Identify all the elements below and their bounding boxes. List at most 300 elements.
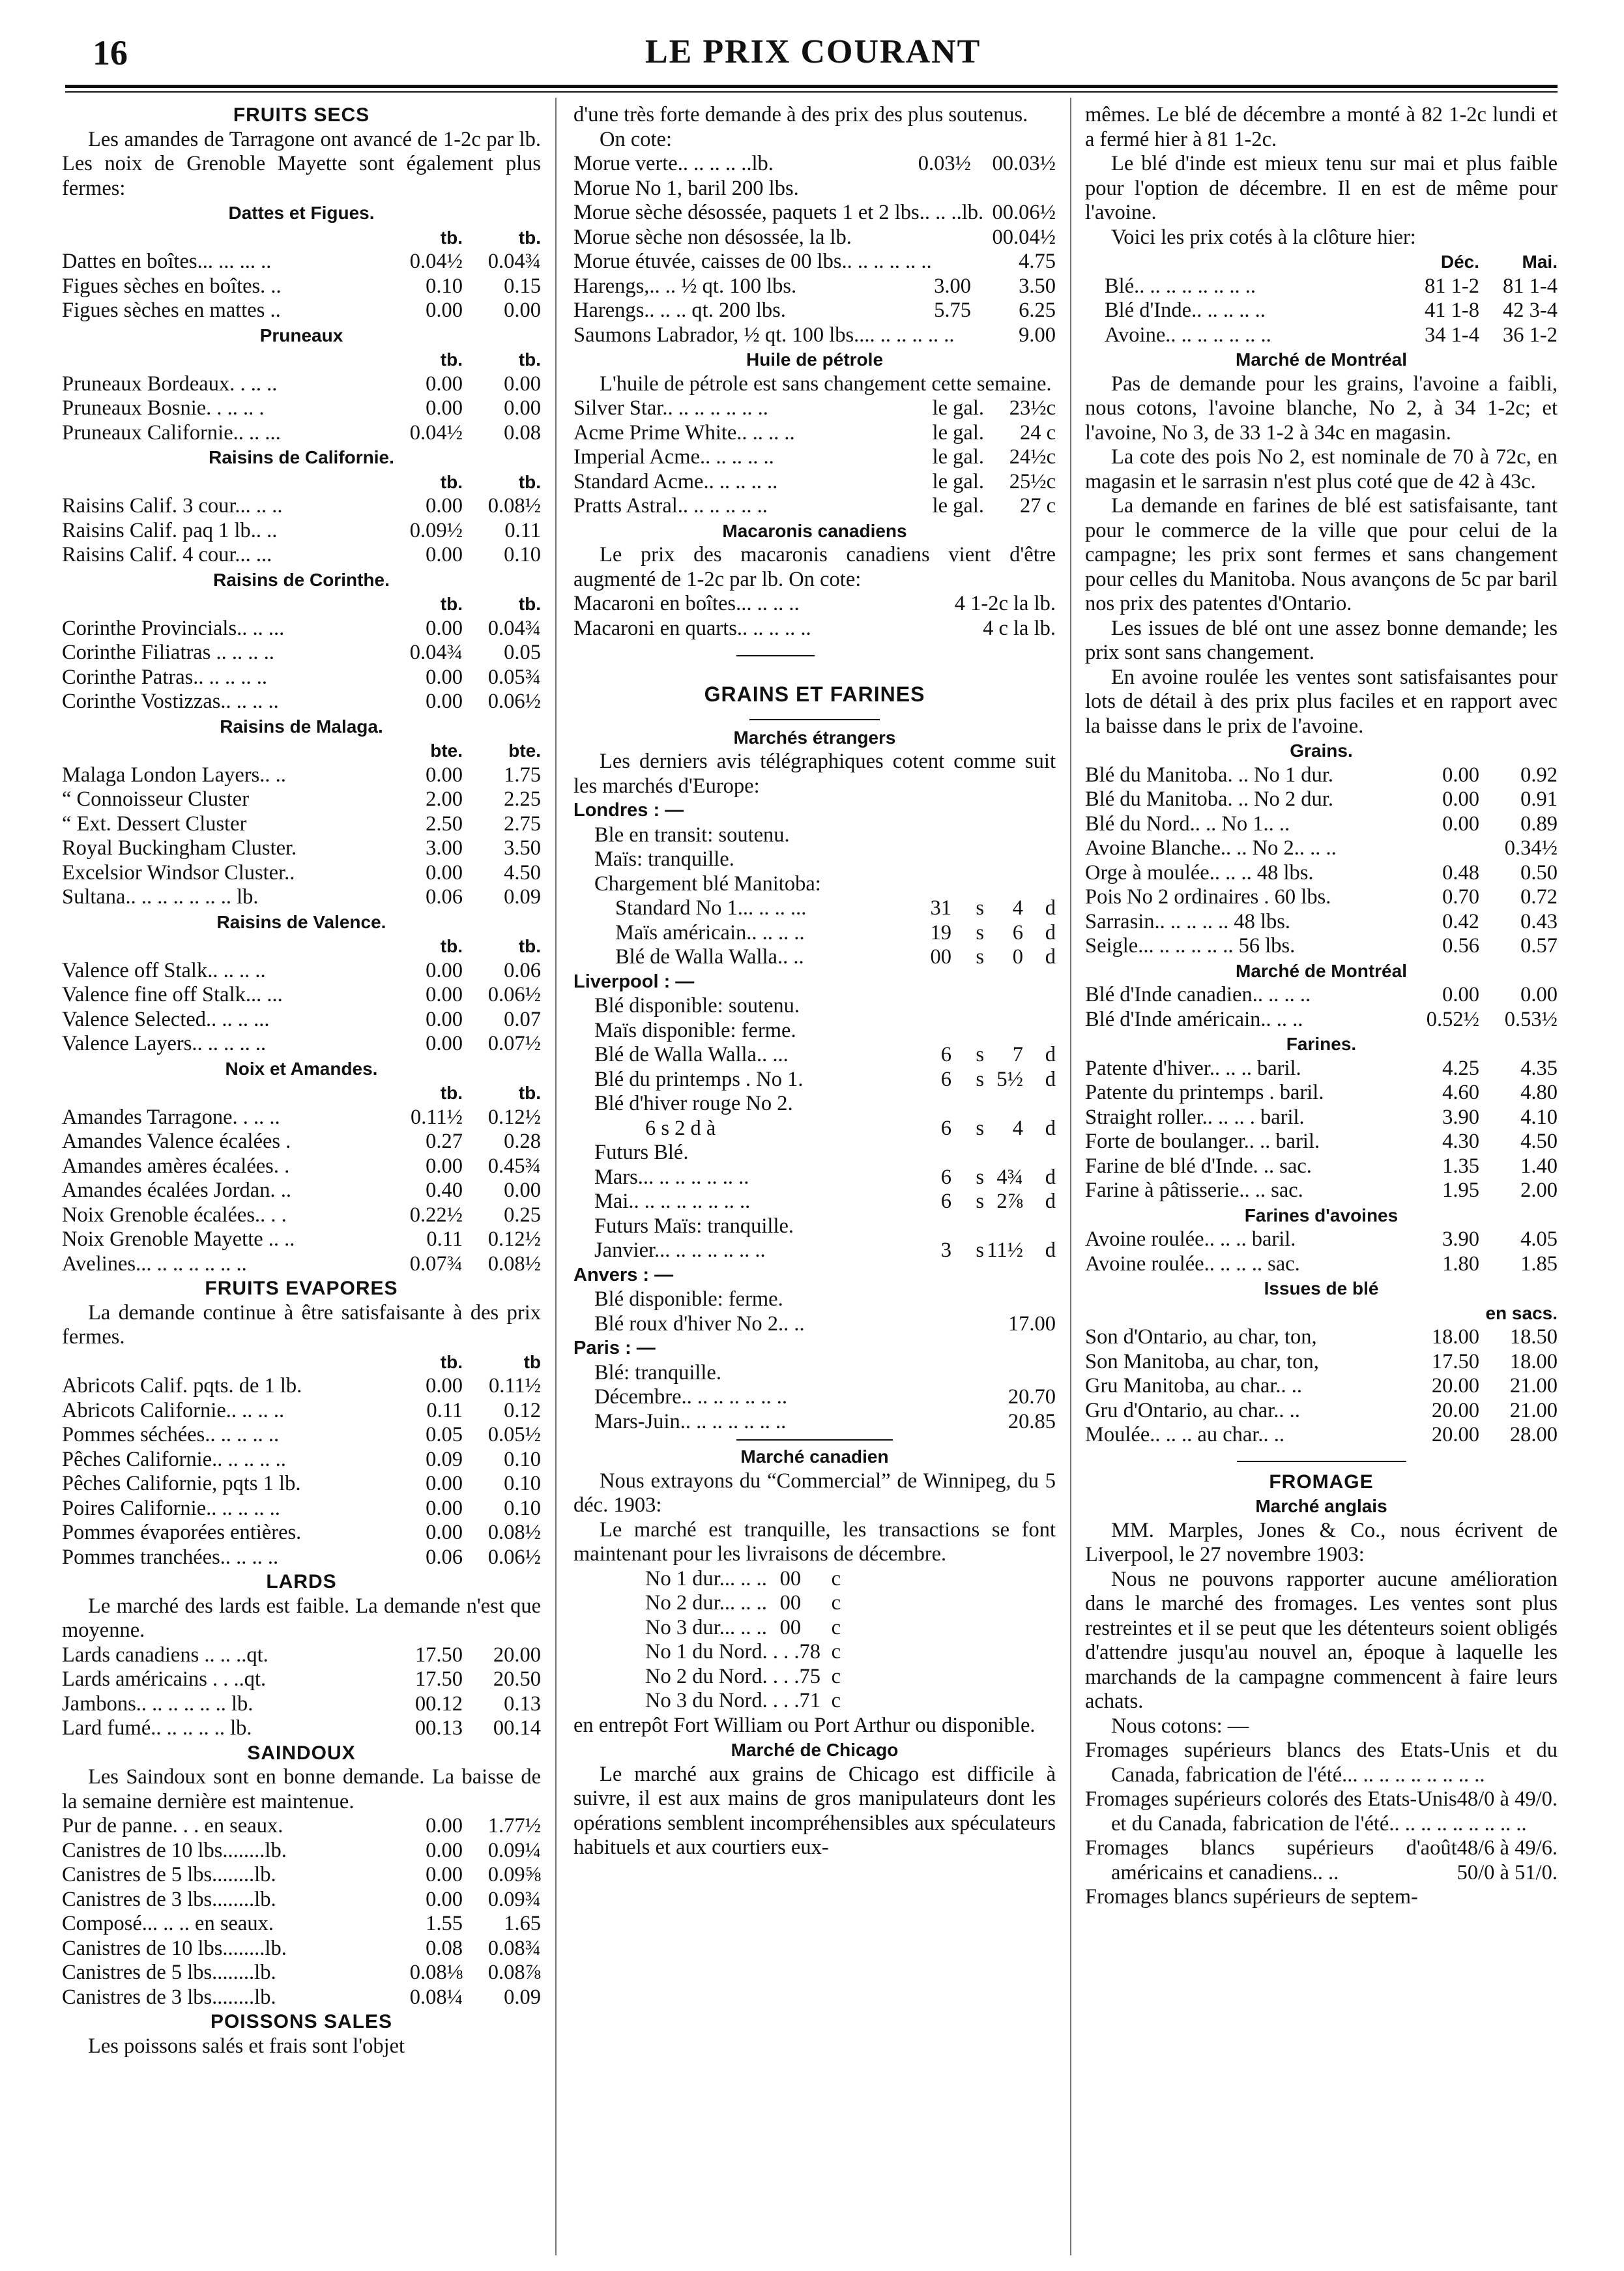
price-row-grains xyxy=(1085,763,1558,788)
unit-label: tb xyxy=(523,1351,541,1372)
row-label: Figues sèches en mattes .. xyxy=(62,299,281,322)
row-label: Saumons Labrador, ½ qt. 100 lbs.... .. .. .. .. .. xyxy=(573,323,955,347)
row-value: 0.50 xyxy=(1520,860,1558,885)
quote-row-janvier xyxy=(573,1238,1056,1263)
row-label: Lards américains . . ..qt. xyxy=(62,1667,267,1691)
row-value: 0.12½ xyxy=(487,1105,541,1129)
row-label: Orge à moulée.. .. .. 48 lbs. xyxy=(1085,860,1314,885)
row-label: Blé du printemps . No 1. xyxy=(594,1067,804,1091)
row-value: 4 xyxy=(1012,896,1023,920)
row-value: 0.00 xyxy=(426,983,463,1006)
row-value: 0.08½ xyxy=(487,1521,541,1544)
row-label: Avoine Blanche.. .. No 2.. .. .. xyxy=(1085,836,1337,860)
page-number: 16 xyxy=(93,33,128,72)
row-label: Blé du Manitoba. .. No 1 dur. xyxy=(1085,763,1333,787)
row-value: 00.12 xyxy=(414,1692,463,1716)
row-value: 0.04¾ xyxy=(487,250,541,273)
row-value: 0.11 xyxy=(504,518,541,542)
price-row-grains xyxy=(1085,861,1558,886)
row-value: 0.00 xyxy=(426,1154,463,1178)
price-row-lards xyxy=(62,1643,541,1668)
row-value: 6.25 xyxy=(1019,299,1056,322)
unit-header xyxy=(62,470,541,495)
divider xyxy=(1237,1461,1406,1462)
row-value: d xyxy=(1045,1238,1056,1262)
row-value: 0.11 xyxy=(426,1398,463,1422)
price-row-avoines xyxy=(1085,1252,1558,1277)
price-row-malaga xyxy=(62,787,541,812)
price-row-noix xyxy=(62,1203,541,1228)
row-value: 0.06½ xyxy=(487,690,541,713)
row-value: c xyxy=(831,1591,841,1615)
row-label: Pêches Californie, pqts 1 lb. xyxy=(62,1472,301,1495)
row-label: Sultana.. .. .. .. .. .. .. lb. xyxy=(62,885,259,909)
row-value: 0.04¾ xyxy=(409,641,463,664)
row-value: 0.42 xyxy=(1442,909,1479,933)
row-value: 42 3-4 xyxy=(1503,299,1558,322)
subheading-californie: Raisins de Californie. xyxy=(209,447,394,467)
row-label: Avelines... .. .. .. .. .. .. xyxy=(62,1252,247,1276)
row-label: Moulée.. .. .. au char.. .. xyxy=(1085,1423,1284,1446)
row-label: Morue étuvée, caisses de 00 lbs.. .. .. .. .. .. xyxy=(573,250,932,273)
row-label: Gru Manitoba, au char.. .. xyxy=(1085,1374,1303,1398)
row-value: 0.11½ xyxy=(410,1105,463,1129)
row-value: 0.11 xyxy=(426,1227,463,1251)
row-value: 20.70 xyxy=(1008,1385,1056,1409)
price-row-grains xyxy=(1085,836,1558,861)
unit-label: tb. xyxy=(440,227,463,248)
price-row-grains xyxy=(1085,812,1558,837)
row-value: 6 xyxy=(940,1067,951,1091)
row-value: s xyxy=(976,1165,984,1189)
row-label: Valence Layers.. .. .. .. .. xyxy=(62,1032,267,1055)
price-row-issues xyxy=(1085,1423,1558,1448)
row-value: c xyxy=(831,1689,841,1712)
row-value: 0.08 xyxy=(504,420,541,445)
row-value: 0.15 xyxy=(504,274,541,298)
row-label: Seigle... .. .. .. .. .. 56 lbs. xyxy=(1085,934,1296,958)
row-value: 0.00 xyxy=(1520,983,1558,1006)
row-value: 0.00 xyxy=(426,690,463,713)
row-value: 1.35 xyxy=(1442,1154,1479,1178)
row-value: 20.50 xyxy=(493,1667,541,1691)
quote-row-canadien xyxy=(645,1591,841,1616)
row-label: Pommes séchées.. .. .. .. .. xyxy=(62,1423,280,1446)
row-label: Blé d'Inde.. .. .. .. .. xyxy=(1105,299,1266,322)
row-value: s xyxy=(976,1238,984,1262)
row-value: 4.75 xyxy=(1019,250,1056,273)
row-label: Pratts Astral.. .. .. .. .. .. xyxy=(573,494,768,518)
column-rule-1 xyxy=(555,98,557,2255)
row-value: 18.50 xyxy=(1509,1325,1558,1349)
row-label: Morue sèche non désossée, la lb. xyxy=(573,225,852,249)
price-row-farines xyxy=(1085,1179,1558,1203)
price-row-noix xyxy=(62,1179,541,1203)
row-value: 0.05 xyxy=(504,641,541,664)
price-row-morue xyxy=(573,274,1056,299)
row-value: 0.04¾ xyxy=(487,616,541,640)
row-label: Amandes écalées Jordan. .. xyxy=(62,1179,291,1202)
price-row-huile xyxy=(573,445,1056,470)
quote-row-futurs xyxy=(573,1165,1056,1190)
unit-label: bte. xyxy=(508,740,541,761)
quote-row-paris xyxy=(573,1385,1056,1410)
row-value: 0.08½ xyxy=(487,1252,541,1276)
row-value: 0.06½ xyxy=(487,1545,541,1569)
section-heading-grains: GRAINS ET FARINES xyxy=(704,682,925,706)
price-row-lards xyxy=(62,1667,541,1692)
price-row-valence xyxy=(62,1008,541,1033)
row-label: Dattes en boîtes... ... ... .. xyxy=(62,250,272,273)
on-cote-label: On cote: xyxy=(600,127,673,151)
cheese-desc: Fromages blancs supérieurs d'août américains et canadiens.. .. xyxy=(1085,1836,1457,1884)
row-value: 00 xyxy=(779,1615,802,1639)
row-label: Blé.. .. .. .. .. .. .. .. xyxy=(1105,274,1256,298)
row-label: Standard No 1... .. .. ... xyxy=(615,896,807,920)
price-row-corinthe xyxy=(62,666,541,690)
intro-text: Le marché des lards est faible. La demande n'est que moyenne. xyxy=(62,1594,541,1642)
intro-text: Nous extrayons du “Commercial” de Winnipeg, du 5 déc. 1903: xyxy=(573,1469,1056,1517)
row-label: Mai.. .. .. .. .. .. .. .. xyxy=(594,1190,751,1213)
quote-row-canadien xyxy=(645,1689,841,1714)
row-value: 20.85 xyxy=(1008,1409,1056,1433)
row-value: 0.52½ xyxy=(1426,1007,1479,1031)
row-label: Patente du printemps . baril. xyxy=(1085,1081,1324,1104)
row-label: Royal Buckingham Cluster. xyxy=(62,836,297,860)
row-value: 0.91 xyxy=(1520,787,1558,811)
row-value: 0.12½ xyxy=(487,1227,541,1251)
row-label: Canistres de 10 lbs........lb. xyxy=(62,1838,287,1862)
market-line: Futurs Blé. xyxy=(594,1141,689,1164)
price-row-noix xyxy=(62,1252,541,1277)
subheading-montreal-2: Marché de Montréal xyxy=(1236,960,1407,981)
continued-text: d'une très forte demande à des prix des plus soutenus. xyxy=(573,103,1028,126)
market-line: Futurs Maïs: tranquille. xyxy=(594,1214,794,1238)
row-value: 6 xyxy=(940,1116,951,1140)
price-row-saindoux xyxy=(62,1839,541,1864)
row-label: Maïs américain.. .. .. .. xyxy=(615,920,805,945)
market-line: Blé: tranquille. xyxy=(594,1360,721,1385)
column-3 xyxy=(1085,103,1558,1910)
body-text: en entrepôt Fort William ou Port Arthur ou disponible. xyxy=(573,1713,1036,1737)
row-value: 3.90 xyxy=(1442,1105,1479,1129)
row-value: 18.00 xyxy=(1509,1349,1558,1373)
intro-text: L'huile de pétrole est sans changement cette semaine. xyxy=(600,372,1052,396)
price-row-grains xyxy=(1085,885,1558,910)
row-value: 17.50 xyxy=(414,1667,463,1691)
row-value: 0.06 xyxy=(426,1545,463,1569)
row-value: 5.75 xyxy=(934,299,971,322)
row-label: Raisins Calif. 3 cour... .. .. xyxy=(62,494,283,518)
subheading-valence: Raisins de Valence. xyxy=(216,911,386,932)
unit-header xyxy=(62,934,541,959)
row-value: 0.00 xyxy=(426,616,463,640)
row-value: s xyxy=(976,945,984,969)
row-label: Abricots Calif. pqts. de 1 lb. xyxy=(62,1374,302,1398)
row-value: c xyxy=(831,1640,841,1663)
subheading-malaga: Raisins de Malaga. xyxy=(220,716,383,737)
row-value: 2.50 xyxy=(426,812,463,836)
quote-row-futurs xyxy=(573,1190,1056,1214)
row-value: 0.04½ xyxy=(409,420,463,445)
market-line: Ble en transit: soutenu. xyxy=(594,823,790,847)
row-value: 11½ xyxy=(987,1238,1023,1262)
row-label: Blé d'Inde canadien.. .. .. .. xyxy=(1085,983,1311,1006)
column-rule-2 xyxy=(1070,98,1071,2255)
row-value: 2.00 xyxy=(1520,1179,1558,1202)
cheese-desc: Fromages supérieurs colorés des Etats-Unis et du Canada, fabrication de l'été.. .. .. .. .. .. .. .. .. xyxy=(1085,1787,1527,1836)
price-row-farines xyxy=(1085,1106,1558,1130)
unit-header xyxy=(62,226,541,250)
row-label: Sarrasin.. .. .. .. .. 48 lbs. xyxy=(1085,909,1291,933)
row-value: s xyxy=(976,1067,984,1091)
price-row-valence xyxy=(62,1032,541,1057)
row-value: 24½c xyxy=(1009,445,1056,469)
unit-label: tb. xyxy=(440,471,463,492)
market-line: Maïs disponible: ferme. xyxy=(594,1018,796,1042)
row-label: Blé d'Inde américain.. .. .. xyxy=(1085,1007,1303,1031)
row-value: d xyxy=(1045,1043,1056,1066)
row-value: 0.57 xyxy=(1520,934,1558,958)
row-value: 17.50 xyxy=(414,1643,463,1667)
row-value: s xyxy=(976,1116,984,1140)
unit-label: tb. xyxy=(518,1083,541,1103)
row-value: 0.09 xyxy=(426,1447,463,1471)
quote-row-canadien xyxy=(645,1616,841,1641)
row-value: 2.00 xyxy=(426,787,463,811)
row-value: 3.50 xyxy=(1019,274,1056,298)
unit-label: tb. xyxy=(440,936,463,956)
row-value: 0.40 xyxy=(426,1179,463,1202)
price-row-dattes xyxy=(62,250,541,274)
row-label: Corinthe Vostizzas.. .. .. .. xyxy=(62,690,279,713)
row-value: 1.65 xyxy=(504,1912,541,1935)
row-value: 6 xyxy=(1012,920,1023,945)
intro-text: Les amandes de Tarragone ont avancé de 1-2c par lb. Les noix de Grenoble Mayette sont également plus fermes: xyxy=(62,127,541,200)
row-value: 21.00 xyxy=(1509,1374,1558,1398)
subheading-corinthe: Raisins de Corinthe. xyxy=(213,569,390,590)
cheese-desc: Fromages supérieurs blancs des Etats-Unis et du Canada, fabrication de l'été... .. .. .. .. .. .. .. .. xyxy=(1085,1738,1558,1787)
row-label: Valence off Stalk.. .. .. .. xyxy=(62,958,266,982)
market-line: Blé d'hiver rouge No 2. xyxy=(594,1092,793,1115)
row-value: 0.00 xyxy=(1442,983,1479,1006)
section-heading-fruits-evapores: FRUITS EVAPORES xyxy=(205,1278,398,1299)
intro-text: Les poissons salés et frais sont l'objet xyxy=(88,2034,405,2058)
row-value: 0.08¾ xyxy=(487,1936,541,1960)
price-row-montreal xyxy=(1085,983,1558,1008)
row-label: Canistres de 3 lbs........lb. xyxy=(62,1985,276,2009)
row-value: 0.22½ xyxy=(409,1203,463,1227)
price-row-grains xyxy=(1085,910,1558,935)
row-value: 0.72 xyxy=(1520,885,1558,909)
row-value: 0.06 xyxy=(426,885,463,909)
quote-row-canadien xyxy=(645,1567,841,1592)
quote-row-chicago xyxy=(1105,299,1558,323)
row-value: 00 xyxy=(930,945,951,969)
cheese-price: 48/6 à 49/6. xyxy=(1457,1836,1558,1860)
price-row-saindoux xyxy=(62,1814,541,1839)
row-value: 1.95 xyxy=(1442,1179,1479,1202)
row-label: Pruneaux Californie.. .. ... xyxy=(62,420,281,445)
subheading-canadien: Marché canadien xyxy=(740,1446,889,1467)
subheading-avoines: Farines d'avoines xyxy=(1244,1205,1399,1225)
row-label: Excelsior Windsor Cluster.. xyxy=(62,860,295,885)
row-value: 0.07½ xyxy=(487,1032,541,1055)
body-text: En avoine roulée les ventes sont satisfaisantes pour lots de détail à des prix plus faciles et en rapport avec la baisse dans le prix de l'avoine. xyxy=(1085,665,1558,738)
row-value: 0.00 xyxy=(426,1007,463,1031)
row-value xyxy=(955,323,1006,348)
row-value: 0.00 xyxy=(426,1863,463,1886)
row-value: 24 c xyxy=(1019,420,1056,445)
body-text: MM. Marples, Jones & Co., nous écrivent de Liverpool, le 27 novembre 1903: xyxy=(1085,1518,1558,1566)
body-text: Voici les prix cotés à la clôture hier: xyxy=(1111,225,1416,249)
row-label: Macaroni en boîtes... .. .. .. xyxy=(573,592,800,615)
unit-header xyxy=(62,1081,541,1106)
row-value: 1.85 xyxy=(1520,1252,1558,1276)
subheading-etrangers: Marchés étrangers xyxy=(733,727,896,748)
row-value: 2.75 xyxy=(504,812,541,836)
row-value: 0.05 xyxy=(426,1423,463,1446)
price-row-evapores xyxy=(62,1472,541,1497)
body-text: Le marché est tranquille, les transactions se font maintenant pour les livraisons de décembre. xyxy=(573,1517,1056,1566)
row-value: 0.09 xyxy=(504,1985,541,2009)
row-label: Canistres de 5 lbs........lb. xyxy=(62,1961,276,1984)
row-value: 0.04½ xyxy=(409,250,463,273)
price-row-huile xyxy=(573,470,1056,495)
row-value: 0.12 xyxy=(504,1398,541,1422)
row-value: 3 xyxy=(940,1238,951,1262)
price-row-evapores xyxy=(62,1521,541,1546)
row-label: Noix Grenoble écalées.. . . xyxy=(62,1203,287,1227)
price-row-corinthe xyxy=(62,641,541,666)
price-row-pruneaux xyxy=(62,372,541,397)
row-value: 23½c xyxy=(1009,396,1056,420)
row-value: 0.53½ xyxy=(1504,1007,1558,1031)
price-row-dattes xyxy=(62,299,541,323)
body-text: La demande en farines de blé est satisfaisante, tant pour le commerce de la ville que pour celui de la campagne; les prix sont fermes et sans changement pour celles du Manitoba. Nous avançons de 5c par baril nos prix des patentes d'Ontario. xyxy=(1085,494,1558,615)
row-label: Pruneaux Bosnie. . .. .. . xyxy=(62,396,265,420)
row-value: 0.00 xyxy=(426,372,463,396)
row-value: 2.25 xyxy=(504,787,541,811)
row-value: 00.13 xyxy=(414,1716,463,1740)
row-value: 0.48 xyxy=(1442,860,1479,885)
row-value: 00.06½ xyxy=(992,201,1056,224)
row-label: Avoine roulée.. .. .. .. sac. xyxy=(1085,1252,1300,1276)
row-value: 71 xyxy=(799,1689,821,1712)
row-label: No 1 dur... .. .. xyxy=(645,1566,767,1590)
row-value: 0.00 xyxy=(426,1472,463,1495)
price-row-saindoux xyxy=(62,1985,541,2010)
price-row-noix xyxy=(62,1130,541,1154)
row-value: 0 xyxy=(1012,945,1023,969)
row-label: Janvier... .. .. .. .. .. .. xyxy=(594,1238,766,1262)
row-value: c xyxy=(831,1566,841,1590)
row-label: No 2 du Nord. . . . xyxy=(645,1664,800,1688)
row-value: 0.28 xyxy=(504,1130,541,1153)
section-heading-fruits-secs: FRUITS SECS xyxy=(233,104,370,126)
row-label: Pur de panne. . . en seaux. xyxy=(62,1814,283,1838)
body-text: Pas de demande pour les grains, l'avoine a faibli, nous cotons, l'avoine blanche, No 2, à 34 1-2c; et l'avoine, No 3, de 33 1-2 à 34c en magasin. xyxy=(1085,372,1558,445)
row-value: c xyxy=(831,1615,841,1639)
row-value: 0.08⅛ xyxy=(409,1961,463,1984)
price-row-morue xyxy=(573,201,1056,226)
price-row-malaga xyxy=(62,763,541,788)
row-value: s xyxy=(976,1043,984,1066)
row-value xyxy=(886,226,971,250)
unit-header xyxy=(62,739,541,763)
market-line: Maïs: tranquille. xyxy=(594,847,734,871)
row-value: 0.70 xyxy=(1442,885,1479,909)
row-value: 81 1-4 xyxy=(1503,274,1558,298)
row-value: 81 1-2 xyxy=(1425,274,1479,298)
row-label: Blé de Walla Walla.. .. xyxy=(615,945,804,969)
row-value: 0.08½ xyxy=(487,494,541,518)
unit-header xyxy=(62,592,541,617)
row-value: 1.77½ xyxy=(487,1814,541,1838)
price-row-saindoux xyxy=(62,1912,541,1937)
row-label: Malaga London Layers.. .. xyxy=(62,763,286,787)
row-value: c xyxy=(831,1664,841,1688)
price-row-grains xyxy=(1085,934,1558,959)
row-value: 20.00 xyxy=(1431,1398,1479,1422)
subheading-dattes: Dattes et Figues. xyxy=(228,203,375,223)
row-label: Harengs.. .. .. qt. 200 lbs. xyxy=(573,299,786,322)
market-city-londres: Londres : — xyxy=(573,800,684,821)
row-value: 0.00 xyxy=(426,1374,463,1398)
row-value: d xyxy=(1045,1165,1056,1189)
cheese-price: 50/0 à 51/0. xyxy=(1457,1860,1558,1884)
row-value: 0.92 xyxy=(1520,763,1558,787)
row-value: 19 xyxy=(930,920,951,945)
quote-row-londres xyxy=(573,896,1056,921)
row-value: 0.06 xyxy=(504,958,541,982)
row-value: 21.00 xyxy=(1509,1398,1558,1422)
intro-text: Les Saindoux sont en bonne demande. La baisse de la semaine dernière est maintenue. xyxy=(62,1765,541,1813)
row-label: Farine de blé d'Inde. .. sac. xyxy=(1085,1154,1312,1178)
price-row-lards xyxy=(62,1716,541,1741)
unit-label: tb. xyxy=(518,594,541,614)
row-value: 0.09 xyxy=(504,885,541,909)
price-row-corinthe xyxy=(62,690,541,714)
market-line: Chargement blé Manitoba: xyxy=(594,872,821,896)
header-rule-thin xyxy=(65,91,1558,93)
divider xyxy=(736,1439,893,1441)
row-value: 0.09¾ xyxy=(487,1887,541,1911)
row-label: Corinthe Filiatras .. .. .. .. xyxy=(62,641,274,664)
row-value: 0.10 xyxy=(504,543,541,566)
section-heading-saindoux: SAINDOUX xyxy=(247,1742,356,1764)
intro-text: Les derniers avis télégraphiques cotent comme suit les marchés d'Europe: xyxy=(573,750,1056,798)
row-value: 0.00 xyxy=(426,1032,463,1055)
price-row-malaga xyxy=(62,861,541,886)
row-label: Avoine.. .. .. .. .. .. .. xyxy=(1105,323,1271,347)
row-label: Amandes amères écalées. . xyxy=(62,1154,290,1178)
row-value: 31 xyxy=(930,896,951,920)
row-label: Canistres de 3 lbs........lb. xyxy=(62,1887,276,1911)
row-value: 78 xyxy=(799,1640,821,1663)
row-value: 0.00 xyxy=(504,299,541,322)
row-value: 00 xyxy=(779,1566,802,1590)
row-label: Noix Grenoble Mayette .. .. xyxy=(62,1227,295,1251)
unit-label: tb. xyxy=(518,349,541,370)
row-label: Farine à pâtisserie.. .. sac. xyxy=(1085,1179,1303,1202)
page-title: LE PRIX COURANT xyxy=(645,33,981,70)
row-value: 4.25 xyxy=(1442,1056,1479,1080)
row-value xyxy=(932,250,994,274)
row-label: Composé... .. .. en seaux. xyxy=(62,1912,274,1935)
row-value: 0.25 xyxy=(504,1203,541,1227)
subheading-grains: Grains. xyxy=(1290,740,1353,761)
